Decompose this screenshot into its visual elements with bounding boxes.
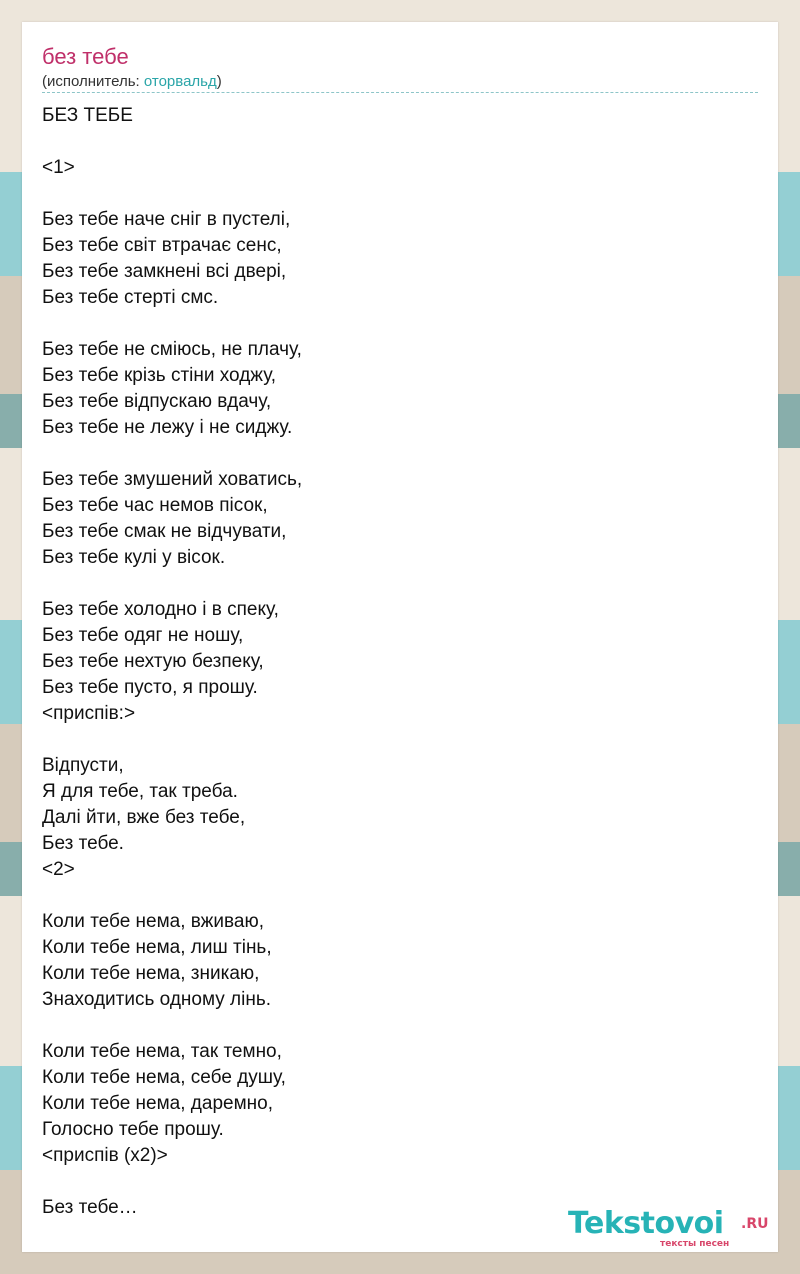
lyric-line: [42, 571, 302, 597]
dashed-divider: [42, 92, 758, 93]
lyric-line: [42, 311, 302, 337]
song-title: без тебе: [42, 44, 129, 69]
lyric-line: Голосно тебе прошу.: [42, 1119, 224, 1140]
lyric-line: Без тебе час немов пісок,: [42, 495, 268, 516]
lyric-line: Без тебе нехтую безпеку,: [42, 651, 264, 672]
lyric-line: Коли тебе нема, зникаю,: [42, 963, 260, 984]
lyrics-text: [42, 103, 302, 1221]
lyric-line: Без тебе смак не відчувати,: [42, 521, 287, 542]
lyric-line: Без тебе холодно і в спеку,: [42, 599, 279, 620]
lyric-line: Далі йти, вже без тебе,: [42, 807, 246, 828]
lyric-line: Без тебе замкнені всі двері,: [42, 261, 287, 282]
logo-wordmark: Tekstovoi: [568, 1206, 724, 1241]
lyric-line: Без тебе світ втрачає сенс,: [42, 235, 282, 256]
lyric-line: <2>: [42, 859, 75, 880]
lyric-line: Коли тебе нема, даремно,: [42, 1093, 273, 1114]
lyric-line: Без тебе кулі у вісок.: [42, 547, 226, 568]
artist-byline: [42, 73, 222, 90]
lyric-line: Я для тебе, так треба.: [42, 781, 238, 802]
lyric-line: Коли тебе нема, вживаю,: [42, 911, 264, 932]
lyric-line: Без тебе крізь стіни ходжу,: [42, 365, 277, 386]
tekstovoi-logo[interactable]: [568, 1206, 778, 1249]
lyric-line: [42, 1013, 302, 1039]
lyric-line: Без тебе не сміюсь, не плачу,: [42, 339, 302, 360]
logo-tld: .RU: [741, 1216, 769, 1232]
lyric-line: Без тебе пусто, я прошу.: [42, 677, 258, 698]
lyric-line: Без тебе не лежу і не сиджу.: [42, 417, 293, 438]
lyric-line: <приспів (x2)>: [42, 1145, 168, 1166]
lyrics-card: [22, 22, 778, 1252]
lyric-line: Без тебе…: [42, 1197, 138, 1218]
lyric-line: Без тебе одяг не ношу,: [42, 625, 244, 646]
lyric-line: Без тебе стерті смс.: [42, 287, 219, 308]
lyric-line: [42, 883, 302, 909]
lyric-line: <приспів:>: [42, 703, 136, 724]
lyric-line: [42, 129, 302, 155]
lyric-line: [42, 727, 302, 753]
lyric-line: Без тебе відпускаю вдачу,: [42, 391, 272, 412]
logo-tagline: тексты песен: [660, 1239, 730, 1249]
lyric-line: Без тебе змушений ховатись,: [42, 469, 303, 490]
lyric-line: Коли тебе нема, так темно,: [42, 1041, 282, 1062]
lyric-line: БЕЗ ТЕБЕ: [42, 105, 133, 126]
lyric-line: Без тебе.: [42, 833, 124, 854]
lyric-line: <1>: [42, 157, 75, 178]
lyric-line: Відпусти,: [42, 755, 124, 776]
byline-suffix: ): [216, 73, 222, 90]
lyric-line: Знаходитись одному лінь.: [42, 989, 271, 1010]
lyric-line: [42, 181, 302, 207]
lyric-line: Коли тебе нема, лиш тінь,: [42, 937, 272, 958]
artist-link[interactable]: оторвальд: [143, 73, 217, 90]
lyric-line: Без тебе наче сніг в пустелі,: [42, 209, 291, 230]
lyric-line: [42, 441, 302, 467]
lyric-line: Коли тебе нема, себе душу,: [42, 1067, 286, 1088]
byline-prefix: (исполнитель:: [42, 73, 144, 90]
lyric-line: [42, 1169, 302, 1195]
